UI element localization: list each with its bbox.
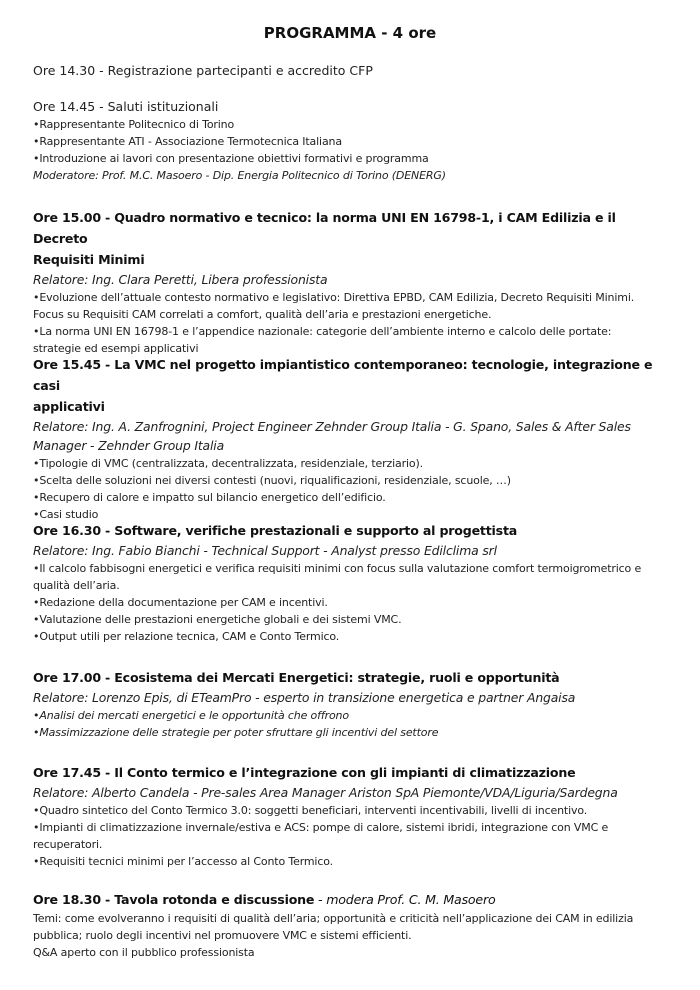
session-1745 [33, 762, 673, 870]
session-heading-cont: applicativi [33, 399, 105, 414]
list-item: pubblica; ruolo degli incentivi nel promuovere VMC e sistemi efficienti. [33, 929, 412, 942]
list-item: •Redazione della documentazione per CAM e incentivi. [33, 596, 328, 609]
session-heading: Ore 14.45 - Saluti istituzionali [33, 99, 219, 114]
speaker-line: Relatore: Ing. A. Zanfrognini, Project Engineer Zehnder Group Italia - G. Spano, Sales & After Sales [33, 419, 631, 434]
speaker-line-cont: Manager - Zehnder Group Italia [33, 438, 225, 453]
list-item: •Quadro sintetico del Conto Termico 3.0: soggetti beneficiari, interventi incentivabili, livelli di incentivo. [33, 804, 588, 817]
list-item: recuperatori. [33, 838, 103, 851]
list-item: •Tipologie di VMC (centralizzata, decentralizzata, residenziale, terziario). [33, 457, 423, 470]
speaker-line: Relatore: Lorenzo Epis, di ETeamPro - esperto in transizione energetica e partner Angaisa [33, 690, 576, 705]
list-item: qualità dell’aria. [33, 579, 120, 592]
moderator-inline: - modera Prof. C. M. Masoero [314, 892, 496, 907]
session-heading [33, 889, 673, 910]
list-item: •Rappresentante ATI - Associazione Termotecnica Italiana [33, 135, 342, 148]
list-item: Temi: come evolveranno i requisiti di qualità dell’aria; opportunità e criticità nell’applicazione dei CAM in edilizia [33, 912, 634, 925]
list-item: Focus su Requisiti CAM correlati a comfort, qualità dell’aria e prestazioni energetiche. [33, 308, 492, 321]
speaker-line: Relatore: Ing. Clara Peretti, Libera professionista [33, 272, 328, 287]
speaker-line: Relatore: Ing. Fabio Bianchi - Technical Support - Analyst presso Edilclima srl [33, 543, 497, 558]
list-item: •Rappresentante Politecnico di Torino [33, 118, 235, 131]
page-title: PROGRAMMA - 4 ore [263, 24, 437, 42]
session-heading: Ore 17.00 - Ecosistema dei Mercati Energetici: strategie, ruoli e opportunità [33, 670, 560, 685]
list-item: •Valutazione delle prestazioni energetiche globali e dei sistemi VMC. [33, 613, 402, 626]
moderator-line: Moderatore: Prof. M.C. Masoero - Dip. Energia Politecnico di Torino (DENERG) [33, 169, 446, 182]
session-1500 [33, 207, 673, 357]
list-item: •Impianti di climatizzazione invernale/estiva e ACS: pompe di calore, sistemi ibridi, integrazione con VMC e [33, 821, 609, 834]
list-item: •Massimizzazione delle strategie per poter sfruttare gli incentivi del settore [33, 726, 439, 739]
session-greetings [33, 98, 673, 184]
session-heading: Ore 17.45 - Il Conto termico e l’integrazione con gli impianti di climatizzazione [33, 765, 576, 780]
session-heading: Ore 15.45 - La VMC nel progetto impiantistico contemporaneo: tecnologie, integrazione e casi [33, 357, 653, 393]
session-1830 [33, 889, 673, 961]
session-1630 [33, 520, 673, 645]
list-item: •Output utili per relazione tecnica, CAM e Conto Termico. [33, 630, 340, 643]
list-item: •Requisiti tecnici minimi per l’accesso al Conto Termico. [33, 855, 333, 868]
session-heading: Ore 16.30 - Software, verifiche prestazionali e supporto al progettista [33, 523, 518, 538]
list-item: •La norma UNI EN 16798-1 e l’appendice nazionale: categorie dell’ambiente interno e calcolo delle portate: [33, 325, 612, 338]
list-item: •Scelta delle soluzioni nei diversi contesti (nuovi, riqualificazioni, residenziale, scuole, …) [33, 474, 511, 487]
session-heading-text: Ore 18.30 - Tavola rotonda e discussione [33, 892, 315, 907]
registration-line: Ore 14.30 - Registrazione partecipanti e accredito CFP [33, 63, 373, 78]
list-item: •Evoluzione dell’attuale contesto normativo e legislativo: Direttiva EPBD, CAM Edilizia, Decreto Requisiti Minimi. [33, 291, 635, 304]
list-item: Q&A aperto con il pubblico professionista [33, 946, 255, 959]
list-item: •Casi studio [33, 508, 99, 521]
session-heading: Ore 15.00 - Quadro normativo e tecnico: la norma UNI EN 16798-1, i CAM Edilizia e il Decreto [33, 210, 616, 246]
list-item: •Analisi dei mercati energetici e le opportunità che offrono [33, 709, 349, 722]
speaker-line: Relatore: Alberto Candela - Pre-sales Area Manager Ariston SpA Piemonte/VDA/Liguria/Sardegna [33, 785, 618, 800]
list-item: •Recupero di calore e impatto sul bilancio energetico dell’edificio. [33, 491, 386, 504]
list-item: •Introduzione ai lavori con presentazione obiettivi formativi e programma [33, 152, 429, 165]
list-item: strategie ed esempi applicativi [33, 342, 199, 355]
session-1545 [33, 354, 673, 523]
session-1700 [33, 667, 673, 741]
list-item: •Il calcolo fabbisogni energetici e verifica requisiti minimi con focus sulla valutazione comfort termoigrometrico e [33, 562, 642, 575]
session-heading-cont: Requisiti Minimi [33, 252, 145, 267]
